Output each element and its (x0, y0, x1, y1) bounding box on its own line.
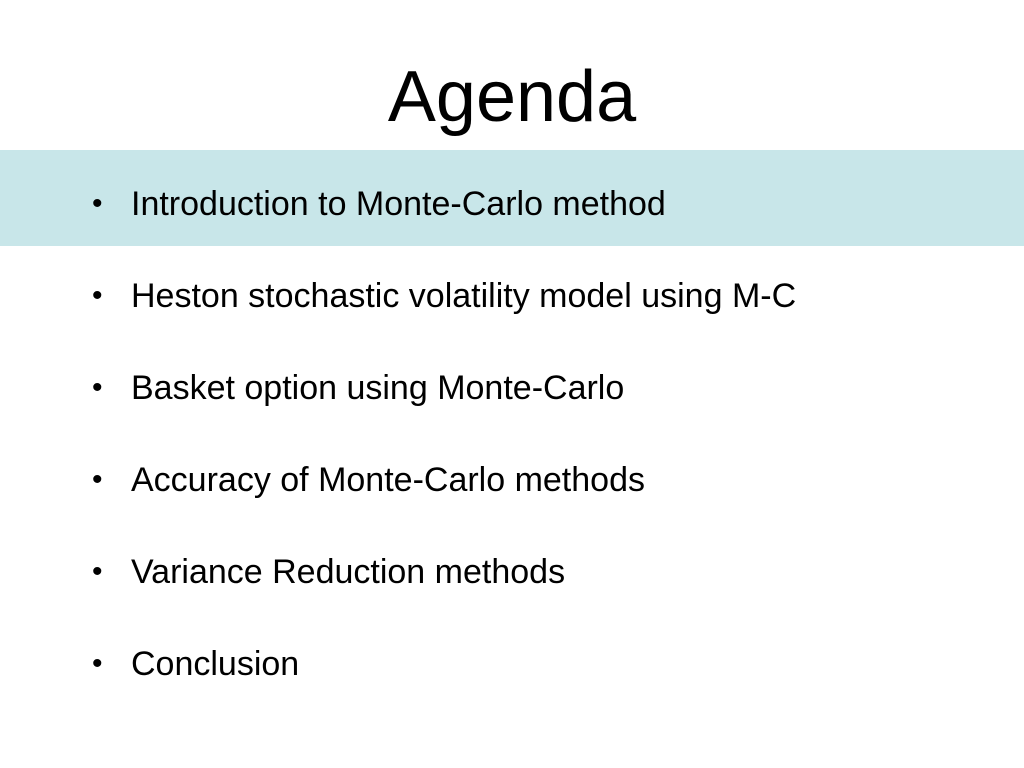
agenda-list (0, 158, 1024, 710)
agenda-item-label: Introduction to Monte-Carlo method (131, 185, 666, 223)
agenda-item-label: Accuracy of Monte-Carlo methods (131, 461, 645, 499)
agenda-item-label: Conclusion (131, 645, 300, 683)
agenda-item-label: Basket option using Monte-Carlo (131, 369, 625, 407)
agenda-item-conclusion (0, 618, 1024, 710)
agenda-item-variance-reduction (0, 526, 1024, 618)
bullet-icon: • (92, 647, 103, 680)
agenda-item-label: Variance Reduction methods (131, 553, 566, 591)
agenda-item-heston-model (0, 250, 1024, 342)
agenda-item-label: Heston stochastic volatility model using M-C (131, 277, 797, 315)
bullet-icon: • (92, 463, 103, 496)
bullet-icon: • (92, 279, 103, 312)
agenda-item-introduction (0, 158, 1024, 250)
bullet-icon: • (92, 371, 103, 404)
bullet-icon: • (92, 555, 103, 588)
agenda-item-accuracy (0, 434, 1024, 526)
agenda-item-basket-option (0, 342, 1024, 434)
bullet-icon: • (92, 187, 103, 220)
slide-title: Agenda (387, 57, 637, 137)
